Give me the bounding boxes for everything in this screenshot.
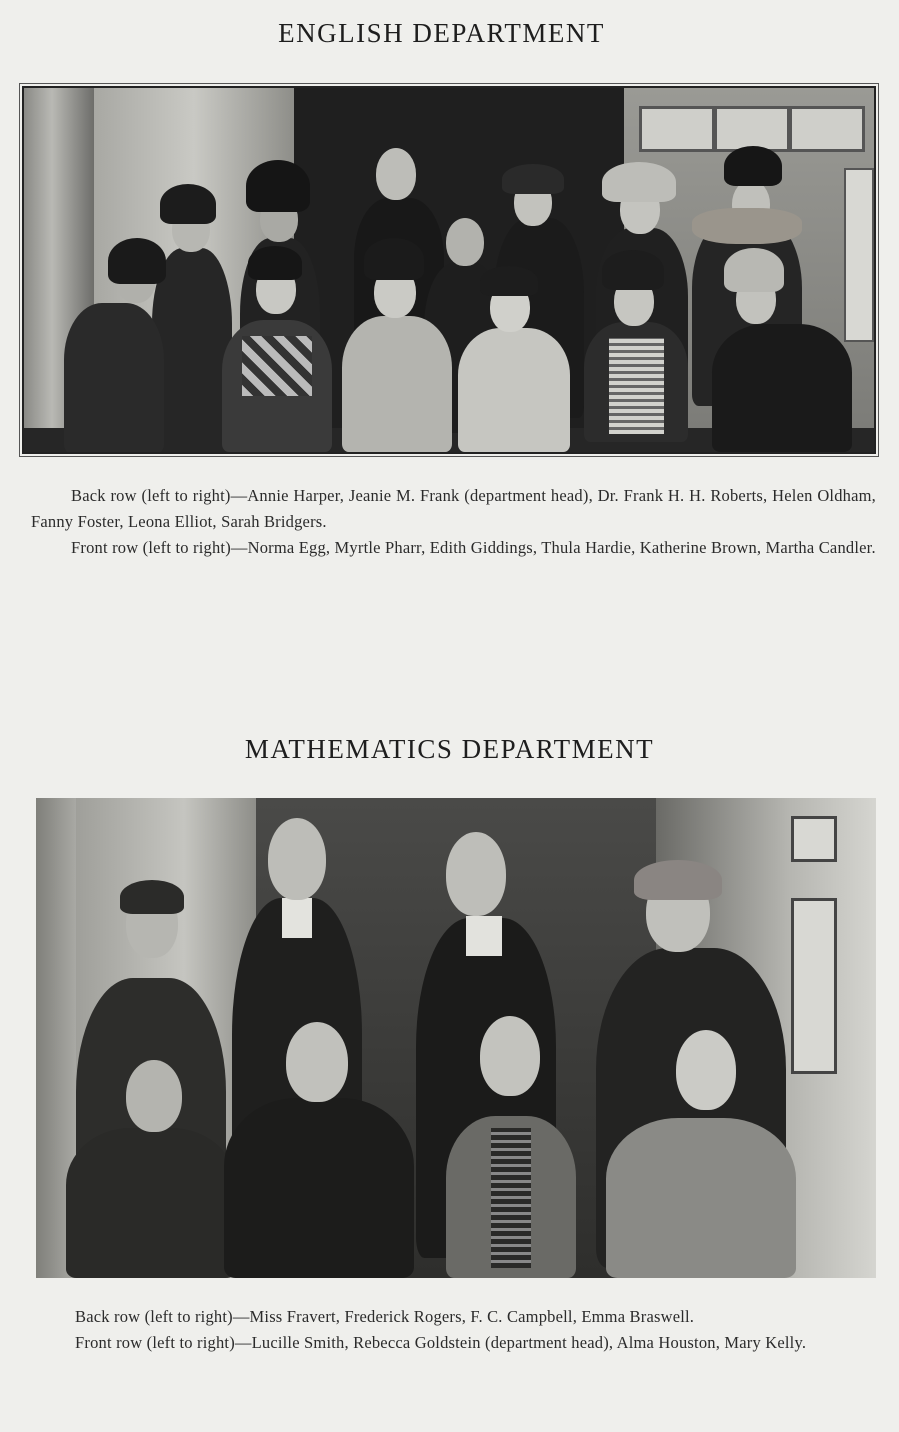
english-back-row-caption: Back row (left to right)—Annie Harper, Jeanie M. Frank (department head), Dr. Frank H. H. Roberts, Helen Oldham, Fanny Foster, Leona Elliot, Sarah Bridgers. [31,486,876,531]
mathematics-department-caption [35,1304,877,1356]
mathematics-front-row-caption: Front row (left to right)—Lucille Smith, Rebecca Goldstein (department head), Alma Houston, Mary Kelly. [75,1333,807,1352]
mathematics-department-photo [36,798,876,1278]
english-department-caption [31,483,876,561]
mathematics-department-heading: MATHEMATICS DEPARTMENT [244,734,655,764]
mathematics-back-row-caption: Back row (left to right)—Miss Fravert, Frederick Rogers, F. C. Campbell, Emma Braswell. [75,1307,695,1326]
english-department-photo [22,86,876,454]
english-front-row-caption: Front row (left to right)—Norma Egg, Myrtle Pharr, Edith Giddings, Thula Hardie, Katherine Brown, Martha Candler. [71,538,876,557]
english-department-heading: ENGLISH DEPARTMENT [278,18,605,48]
